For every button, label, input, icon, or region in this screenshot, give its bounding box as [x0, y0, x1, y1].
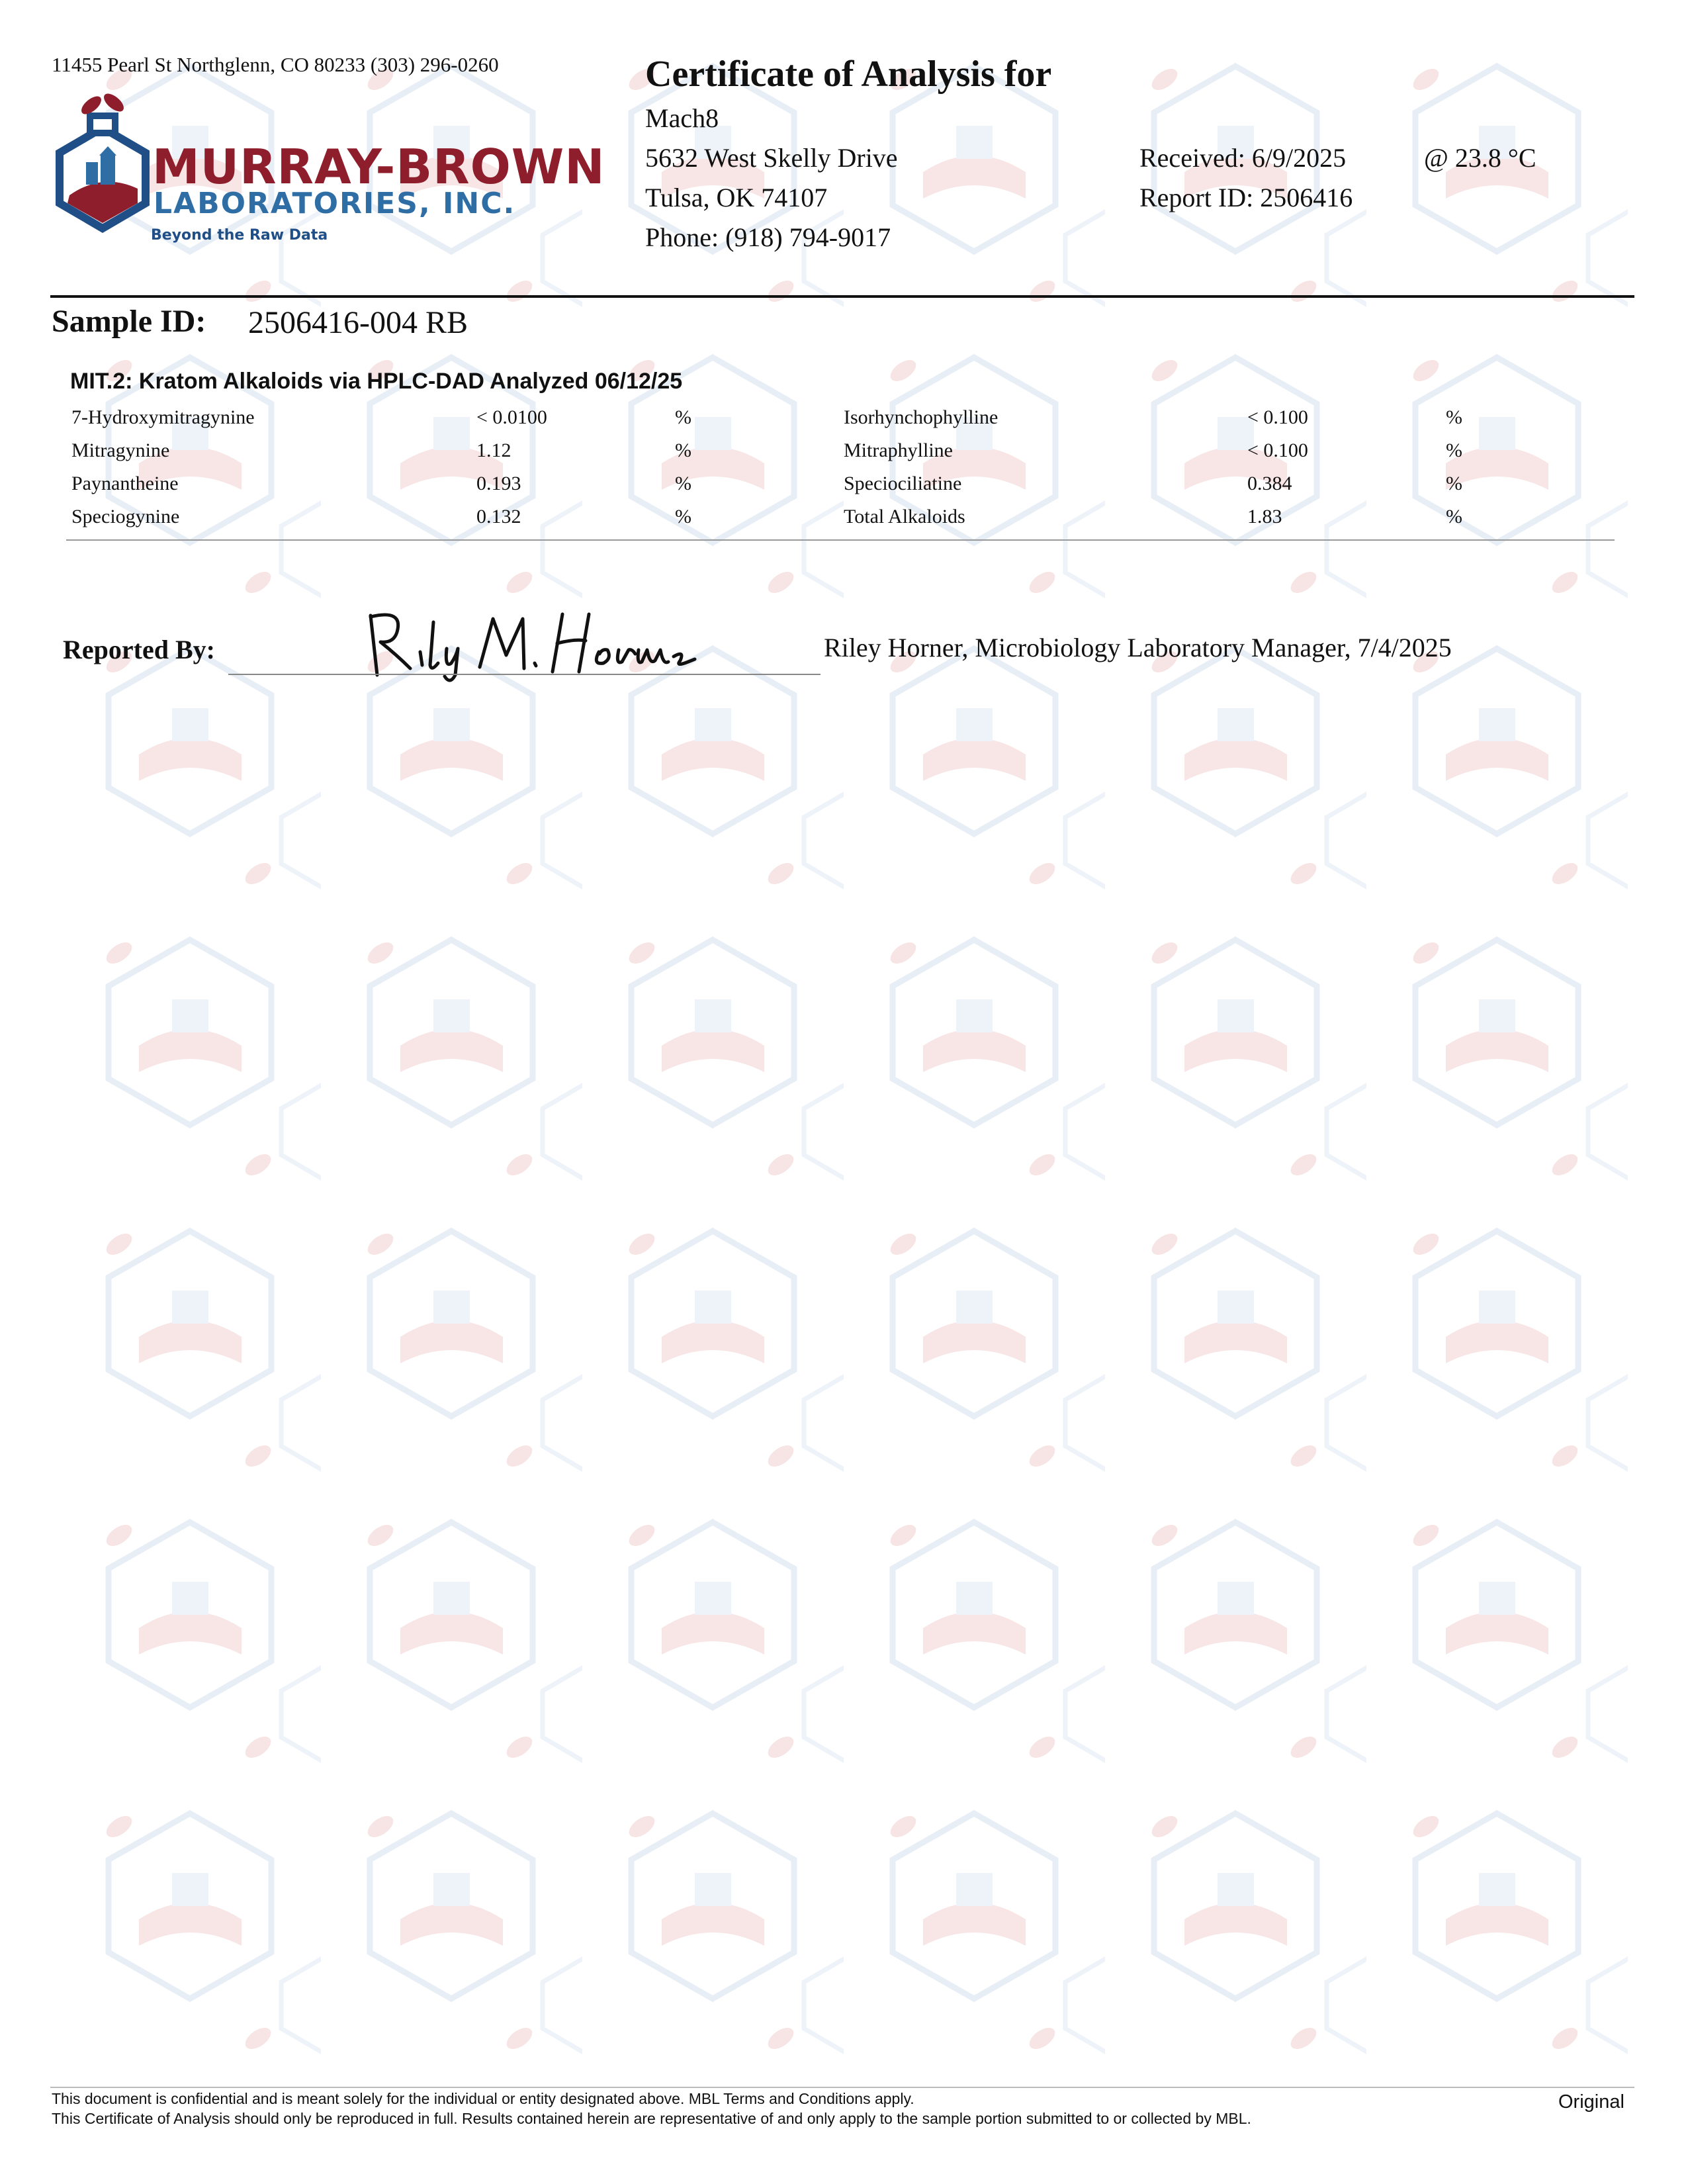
received-temperature: @ 23.8 °C — [1424, 143, 1536, 173]
analyte-value: 0.193 — [476, 473, 521, 494]
received-date: Received: 6/9/2025 — [1139, 143, 1347, 173]
reported-by-label: Reported By: — [63, 635, 215, 664]
table-row — [66, 434, 1615, 467]
signature — [357, 602, 701, 688]
footer-divider — [50, 2087, 1634, 2088]
table-row — [66, 467, 1615, 500]
analyte-value: 1.12 — [476, 439, 511, 461]
analyte-unit: % — [675, 506, 691, 527]
analyte-name: Total Alkaloids — [844, 506, 965, 527]
results-table — [66, 401, 1615, 533]
analyte-value: 0.132 — [476, 506, 521, 527]
method-title: MIT.2: Kratom Alkaloids via HPLC-DAD Analyzed 06/12/25 — [70, 369, 683, 394]
table-row — [66, 401, 1615, 434]
analyte-unit: % — [1446, 506, 1462, 527]
client-street: 5632 West Skelly Drive — [645, 143, 898, 173]
analyte-unit: % — [1446, 439, 1462, 461]
client-city: Tulsa, OK 74107 — [645, 183, 828, 212]
logo-wordmark-line2: LABORATORIES, INC. — [154, 187, 516, 220]
client-name: Mach8 — [645, 103, 719, 133]
analyte-unit: % — [1446, 406, 1462, 428]
analyte-value: 1.83 — [1247, 506, 1282, 527]
results-divider — [66, 539, 1615, 541]
certificate-title: Certificate of Analysis for — [645, 54, 1052, 95]
document-status: Original — [1558, 2091, 1624, 2113]
analyte-unit: % — [675, 473, 691, 494]
analyte-name: Speciogynine — [71, 506, 180, 527]
report-id: Report ID: 2506416 — [1139, 183, 1353, 212]
signer-details: Riley Horner, Microbiology Laboratory Manager, 7/4/2025 — [824, 633, 1452, 662]
analyte-unit: % — [675, 406, 691, 428]
analyte-name: Isorhynchophylline — [844, 406, 999, 428]
table-row — [66, 500, 1615, 533]
logo-wordmark-line1: MURRAY-BROWN — [152, 139, 605, 195]
analyte-name: Speciociliatine — [844, 473, 962, 494]
analyte-name: 7-Hydroxymitragynine — [71, 406, 255, 428]
analyte-unit: % — [675, 439, 691, 461]
analyte-name: Paynantheine — [71, 473, 179, 494]
logo-tagline: Beyond the Raw Data — [151, 227, 328, 244]
footer-reproduction: This Certificate of Analysis should only be reproduced in full. Results contained herein are representative of and only apply to the sample portion submitted to or collected by MBL. — [52, 2110, 1251, 2127]
sample-id-label: Sample ID: — [52, 304, 206, 339]
analyte-name: Mitragynine — [71, 439, 170, 461]
header-divider — [50, 295, 1634, 298]
analyte-value: < 0.100 — [1247, 439, 1308, 461]
analyte-value: < 0.100 — [1247, 406, 1308, 428]
client-phone: Phone: (918) 794-9017 — [645, 222, 891, 252]
footer-confidentiality: This document is confidential and is meant solely for the individual or entity designated above. MBL Terms and Conditions apply. — [52, 2090, 914, 2107]
analyte-value: < 0.0100 — [476, 406, 547, 428]
lab-address: 11455 Pearl St Northglenn, CO 80233 (303) 296-0260 — [52, 53, 499, 76]
signature-line — [228, 674, 821, 675]
analyte-value: 0.384 — [1247, 473, 1292, 494]
analyte-unit: % — [1446, 473, 1462, 494]
analyte-name: Mitraphylline — [844, 439, 953, 461]
sample-id-value: 2506416-004 RB — [248, 305, 468, 340]
